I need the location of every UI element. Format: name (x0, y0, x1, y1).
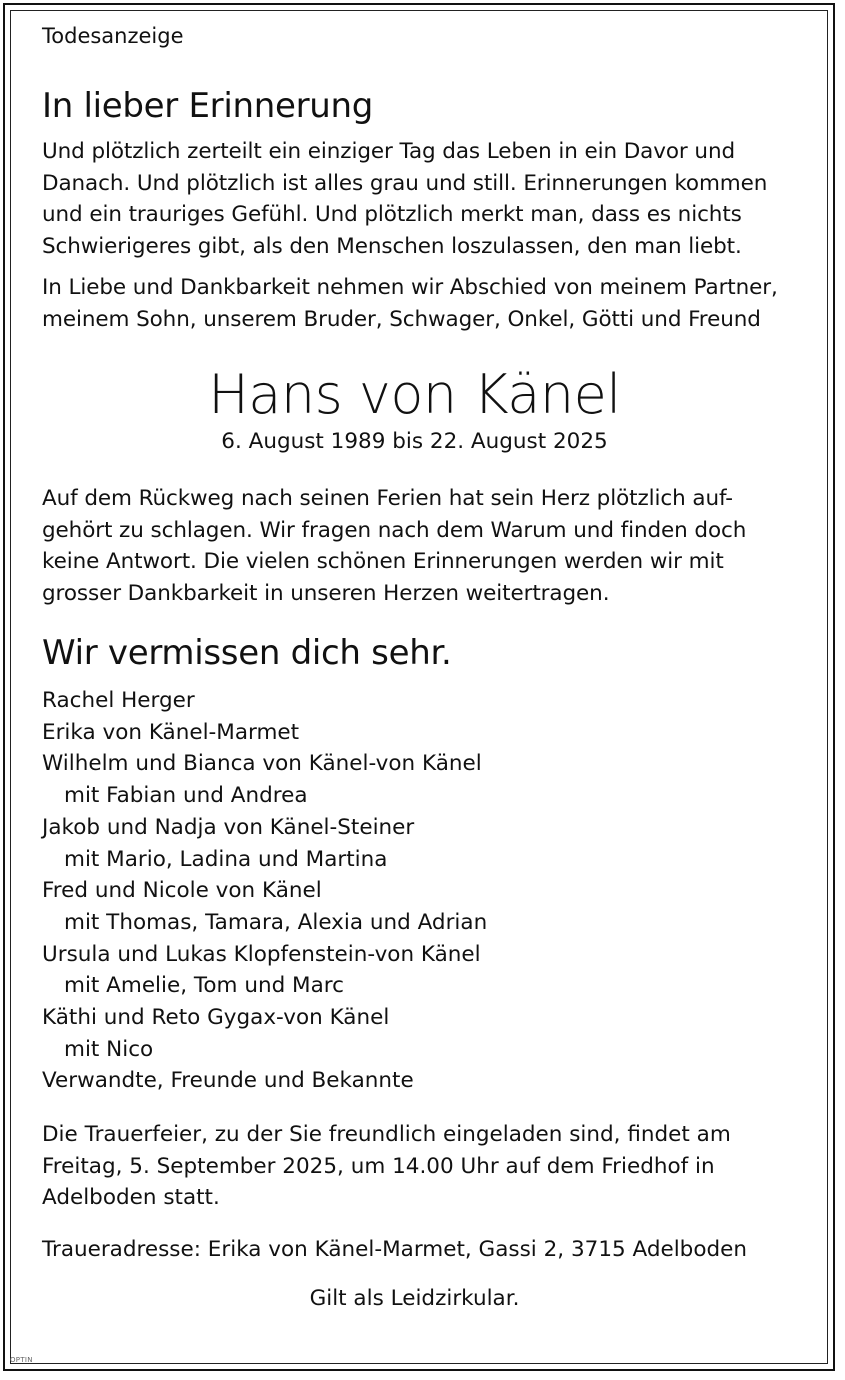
footer-mark: OPTIN (10, 1356, 33, 1364)
farewell-paragraph: In Liebe und Dankbarkeit nehmen wir Abschied von meinem Partner, meinem Sohn, unserem Bruder, Schwager, Onkel, Götti und Freund (42, 275, 778, 332)
mourner-entry: Käthi und Reto Gygax-von Känel (42, 1005, 390, 1031)
mourner-entry: Wilhelm und Bianca von Känel-von Känel (42, 751, 482, 777)
memorial-heading: In lieber Erinnerung (42, 86, 374, 126)
mourner-entry: Erika von Känel-Marmet (42, 719, 300, 745)
closing-heading: Wir vermissen dich sehr. (42, 633, 452, 673)
story-paragraph: Auf dem Rückweg nach seinen Ferien hat sein Herz plötzlich auf-gehört zu schlagen. Wir fragen nach dem Warum und finden doch keine Antwort. Die vielen schönen Erinnerungen werden wir mit grosser Dankbarkeit in unseren Herzen weitertragen. (42, 486, 747, 606)
service-info: Die Trauerfeier, zu der Sie freundlich eingeladen sind, findet am Freitag, 5. September 2025, um 14.00 Uhr auf dem Friedhof in Adelboden statt. (42, 1122, 731, 1211)
mourner-children-entry: mit Nico (64, 1036, 154, 1062)
intro-paragraph: Und plötzlich zerteilt ein einziger Tag das Leben in ein Davor und Danach. Und plötzlich ist alles grau und still. Erinnerungen kommen und ein trauriges Gefühl. Und plötzlich merkt man, dass es nichts Schwierigeres gibt, als den Menschen loszulassen, den man liebt. (42, 139, 768, 259)
mourner-children-entry: mit Mario, Ladina und Martina (64, 846, 388, 872)
life-dates: 6. August 1989 bis 22. August 2025 (221, 429, 608, 454)
mourner-children-entry: mit Thomas, Tamara, Alexia und Adrian (64, 909, 488, 935)
mourner-children-entry: mit Amelie, Tom und Marc (64, 973, 344, 999)
mourner-entry: Verwandte, Freunde und Bekannte (42, 1068, 414, 1094)
circular-note: Gilt als Leidzirkular. (309, 1286, 520, 1312)
obituary-content (42, 22, 787, 1315)
mourner-entry: Jakob und Nadja von Känel-Steiner (42, 814, 415, 840)
mourner-entry: Ursula und Lukas Klopfenstein-von Känel (42, 941, 481, 967)
mourner-children-entry: mit Fabian und Andrea (64, 783, 308, 809)
mourner-entry: Rachel Herger (42, 688, 195, 713)
deceased-name: Hans von Känel (208, 363, 621, 426)
mourners-list (42, 685, 787, 1097)
notice-type-label: Todesanzeige (42, 24, 184, 48)
mourner-entry: Fred und Nicole von Känel (42, 878, 322, 904)
mourning-address: Traueradresse: Erika von Känel-Marmet, Gassi 2, 3715 Adelboden (42, 1236, 747, 1262)
